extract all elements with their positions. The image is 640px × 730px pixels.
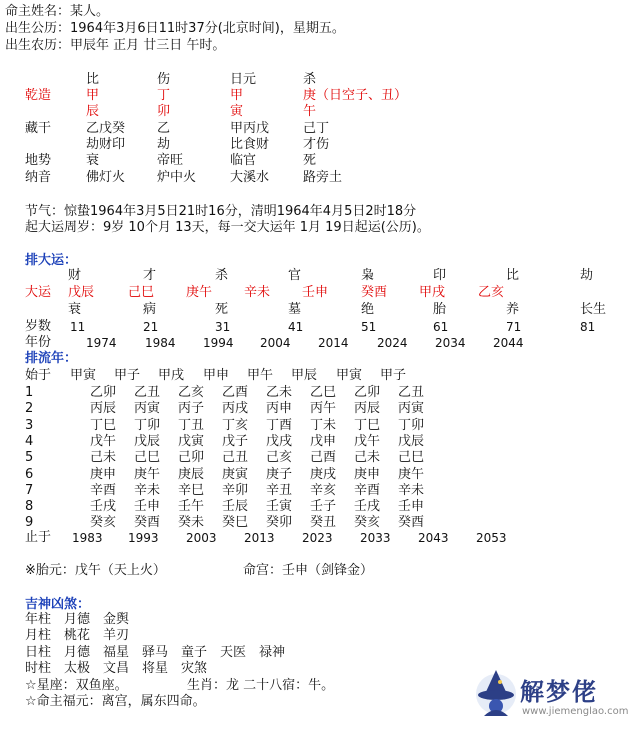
dayun-god: 官 (288, 268, 302, 283)
dayun-year: 1974 (86, 336, 117, 350)
dayun-age: 71 (506, 320, 522, 334)
canggan-hour: 己丁 (303, 121, 330, 136)
liunian-start: 甲子 (380, 368, 407, 383)
shengxiao-line: 生肖：龙 二十八宿：牛。 (187, 678, 335, 693)
liunian-cell: 辛酉 (90, 483, 117, 498)
liunian-cell: 戊午 (90, 434, 117, 449)
liunian-cell: 癸巳 (222, 515, 249, 530)
liunian-cell: 庚子 (266, 467, 293, 482)
start-label: 始于 (25, 368, 52, 383)
liunian-row-number: 8 (25, 499, 34, 514)
qian-label: 乾造 (25, 88, 52, 103)
dayun-pillar: 癸酉 (361, 285, 388, 300)
liunian-row-number: 2 (25, 401, 34, 416)
liunian-cell: 乙丑 (398, 385, 425, 400)
liunian-end: 2053 (476, 531, 507, 545)
liunian-cell: 辛亥 (310, 483, 337, 498)
liunian-start: 甲申 (203, 368, 230, 383)
liunian-start: 甲辰 (291, 368, 318, 383)
dayun-year: 2004 (260, 336, 291, 350)
dayun-label: 大运 (25, 285, 52, 300)
stem-year: 甲 (86, 88, 100, 103)
dayun-age: 11 (70, 320, 86, 334)
dayun-age: 41 (288, 320, 304, 334)
liunian-cell: 丙辰 (90, 401, 117, 416)
liunian-row-number: 9 (25, 515, 34, 530)
liunian-cell: 丁卯 (398, 418, 425, 433)
dayun-stage: 养 (506, 302, 520, 317)
liunian-cell: 辛未 (398, 483, 425, 498)
liunian-row-number: 5 (25, 450, 34, 465)
liunian-cell: 庚戌 (310, 467, 337, 482)
liunian-cell: 己丑 (222, 450, 249, 465)
liunian-cell: 己酉 (310, 450, 337, 465)
dayun-pillar: 庚午 (186, 285, 213, 300)
liunian-cell: 壬申 (134, 499, 161, 514)
liunian-cell: 壬申 (398, 499, 425, 514)
liunian-end: 1983 (72, 531, 103, 545)
taiyuan-line: ※胎元：戊午（天上火） (25, 563, 166, 578)
end-label: 止于 (25, 530, 52, 545)
dayun-stage: 绝 (361, 302, 375, 317)
dayun-god: 比 (506, 268, 520, 283)
liunian-end: 2013 (244, 531, 275, 545)
liunian-cell: 丁丑 (178, 418, 205, 433)
liunian-cell: 丙子 (178, 401, 205, 416)
dayun-pillar: 辛未 (244, 285, 271, 300)
liunian-cell: 戊寅 (178, 434, 205, 449)
liunian-cell: 癸丑 (310, 515, 337, 530)
wizard-hat-icon (474, 666, 518, 718)
dayun-title: 排大运： (25, 253, 78, 268)
dayun-pillar: 壬申 (302, 285, 329, 300)
liunian-cell: 丁亥 (222, 418, 249, 433)
liunian-cell: 壬戌 (354, 499, 381, 514)
shensha-month: 月柱 桃花 羊刃 (25, 628, 130, 643)
liunian-cell: 壬子 (310, 499, 337, 514)
minggong-line: 命宫：壬申（剑锋金） (243, 563, 374, 578)
dayun-god: 才 (143, 268, 157, 283)
dayun-pillar: 甲戌 (419, 285, 446, 300)
year-label: 年份 (25, 335, 52, 350)
canggan-god-year: 劫财印 (86, 137, 126, 152)
liunian-cell: 壬辰 (222, 499, 249, 514)
canggan-god-hour: 才伤 (303, 137, 330, 152)
liunian-cell: 己卯 (178, 450, 205, 465)
liunian-cell: 乙卯 (354, 385, 381, 400)
dayun-stage: 病 (143, 302, 157, 317)
dayun-stage: 胎 (433, 302, 447, 317)
dayun-pillar: 戊辰 (68, 285, 95, 300)
branch-hour: 午 (303, 104, 317, 119)
liunian-end: 2033 (360, 531, 391, 545)
dayun-stage: 死 (215, 302, 229, 317)
dayun-year: 1984 (145, 336, 176, 350)
nayin-hour: 路旁土 (303, 170, 343, 185)
jieqi-line: 节气：惊蛰1964年3月5日21时16分，清明1964年4月5日2时18分 (25, 204, 417, 219)
liunian-cell: 癸卯 (266, 515, 293, 530)
liunian-cell: 丁酉 (266, 418, 293, 433)
dishi-day: 临官 (230, 153, 257, 168)
nayin-year: 佛灯火 (86, 170, 126, 185)
liunian-start: 甲寅 (336, 368, 363, 383)
watermark-url: www.jiemenglao.com (522, 706, 629, 717)
liunian-cell: 庚申 (90, 467, 117, 482)
branch-day: 寅 (230, 104, 244, 119)
shensha-year: 年柱 月德 金舆 (25, 612, 130, 627)
liunian-cell: 戊辰 (134, 434, 161, 449)
liunian-cell: 壬午 (178, 499, 205, 514)
xingzuo-line: ☆星座：双鱼座。 (25, 678, 128, 693)
liunian-cell: 乙巳 (310, 385, 337, 400)
canggan-god-day: 比食财 (230, 137, 270, 152)
liunian-end: 2003 (186, 531, 217, 545)
shensha-day: 日柱 月德 福星 驿马 童子 天医 禄神 (25, 645, 286, 660)
liunian-start: 甲寅 (70, 368, 97, 383)
liunian-cell: 癸未 (178, 515, 205, 530)
dayun-year: 2044 (493, 336, 524, 350)
liunian-cell: 癸酉 (134, 515, 161, 530)
owner-name-line: 命主姓名：某人。 (5, 4, 110, 19)
liunian-cell: 丁未 (310, 418, 337, 433)
dayun-stage: 衰 (68, 302, 82, 317)
nayin-day: 大溪水 (230, 170, 270, 185)
dayun-pillar: 乙亥 (478, 285, 505, 300)
nayin-label: 纳音 (25, 170, 52, 185)
dayun-god: 杀 (215, 268, 229, 283)
liunian-cell: 丙寅 (134, 401, 161, 416)
liunian-title: 排流年： (25, 351, 78, 366)
liunian-cell: 己巳 (134, 450, 161, 465)
liunian-cell: 癸酉 (398, 515, 425, 530)
liunian-cell: 乙丑 (134, 385, 161, 400)
liunian-cell: 丙午 (310, 401, 337, 416)
shensha-hour: 时柱 太极 文昌 将星 灾煞 (25, 661, 208, 676)
liunian-end: 2023 (302, 531, 333, 545)
god-year: 比 (86, 72, 100, 87)
liunian-cell: 己未 (354, 450, 381, 465)
liunian-cell: 庚午 (134, 467, 161, 482)
stem-day: 甲 (230, 88, 244, 103)
god-month: 伤 (157, 72, 171, 87)
branch-year: 辰 (86, 104, 100, 119)
liunian-cell: 乙未 (266, 385, 293, 400)
liunian-cell: 丁巳 (354, 418, 381, 433)
age-label: 岁数 (25, 319, 52, 334)
dayun-stage: 长生 (580, 302, 607, 317)
liunian-cell: 丙辰 (354, 401, 381, 416)
liunian-cell: 乙亥 (178, 385, 205, 400)
dayun-age: 81 (580, 320, 596, 334)
liunian-cell: 辛丑 (266, 483, 293, 498)
liunian-cell: 丁巳 (90, 418, 117, 433)
dayun-pillar: 己巳 (128, 285, 155, 300)
dayun-age: 51 (361, 320, 377, 334)
qiyun-line: 起大运周岁：9岁 10个月 13天，每一交大运年 1月 19日起运(公历)。 (25, 220, 430, 235)
liunian-cell: 庚午 (398, 467, 425, 482)
liunian-row-number: 4 (25, 434, 34, 449)
canggan-year: 乙戊癸 (86, 121, 126, 136)
liunian-row-number: 6 (25, 467, 34, 482)
branch-month: 卯 (157, 104, 171, 119)
dayun-god: 枭 (361, 268, 375, 283)
dayun-age: 31 (215, 320, 231, 334)
dayun-year: 2034 (435, 336, 466, 350)
dayun-god: 劫 (580, 268, 594, 283)
dayun-age: 21 (143, 320, 159, 334)
liunian-cell: 乙卯 (90, 385, 117, 400)
liunian-cell: 戊午 (354, 434, 381, 449)
canggan-label: 藏干 (25, 121, 52, 136)
liunian-cell: 丙寅 (398, 401, 425, 416)
lunar-birth-line: 出生农历：甲辰年 正月 廿三日 午时。 (5, 38, 226, 53)
liunian-cell: 丁卯 (134, 418, 161, 433)
liunian-cell: 己未 (90, 450, 117, 465)
dayun-age: 61 (433, 320, 449, 334)
dishi-label: 地势 (25, 153, 52, 168)
liunian-row-number: 7 (25, 483, 34, 498)
canggan-day: 甲丙戊 (230, 121, 270, 136)
canggan-god-month: 劫 (157, 137, 171, 152)
shensha-title: 吉神凶煞： (25, 597, 91, 612)
stem-hour: 庚（日空子、丑） (303, 88, 408, 103)
dishi-year: 衰 (86, 153, 100, 168)
liunian-cell: 己巳 (398, 450, 425, 465)
watermark (474, 666, 634, 726)
liunian-cell: 壬戌 (90, 499, 117, 514)
stem-month: 丁 (157, 88, 171, 103)
liunian-row-number: 1 (25, 385, 34, 400)
liunian-end: 2043 (418, 531, 449, 545)
liunian-cell: 己亥 (266, 450, 293, 465)
dayun-year: 2024 (377, 336, 408, 350)
liunian-end: 1993 (128, 531, 159, 545)
fuyuan-line: ☆命主福元：离宫，属东四命。 (25, 694, 206, 709)
liunian-cell: 戊辰 (398, 434, 425, 449)
liunian-cell: 戊子 (222, 434, 249, 449)
liunian-cell: 丙戌 (222, 401, 249, 416)
dayun-year: 2014 (318, 336, 349, 350)
liunian-cell: 戊戌 (266, 434, 293, 449)
liunian-start: 甲戌 (158, 368, 185, 383)
liunian-cell: 丙申 (266, 401, 293, 416)
liunian-start: 甲子 (114, 368, 141, 383)
liunian-cell: 辛未 (134, 483, 161, 498)
liunian-row-number: 3 (25, 418, 34, 433)
dishi-hour: 死 (303, 153, 317, 168)
liunian-cell: 癸亥 (90, 515, 117, 530)
liunian-cell: 庚申 (354, 467, 381, 482)
dayun-year: 1994 (203, 336, 234, 350)
dishi-month: 帝旺 (157, 153, 184, 168)
liunian-cell: 壬寅 (266, 499, 293, 514)
canggan-month: 乙 (157, 121, 171, 136)
dayun-stage: 墓 (288, 302, 302, 317)
liunian-cell: 乙酉 (222, 385, 249, 400)
god-day: 日元 (230, 72, 257, 87)
dayun-god: 印 (433, 268, 447, 283)
liunian-cell: 辛卯 (222, 483, 249, 498)
dayun-god: 财 (68, 268, 82, 283)
liunian-cell: 癸亥 (354, 515, 381, 530)
liunian-start: 甲午 (247, 368, 274, 383)
liunian-cell: 辛酉 (354, 483, 381, 498)
solar-birth-line: 出生公历：1964年3月6日11时37分(北京时间)，星期五。 (5, 21, 345, 36)
liunian-cell: 庚寅 (222, 467, 249, 482)
nayin-month: 炉中火 (157, 170, 197, 185)
god-hour: 杀 (303, 72, 317, 87)
liunian-cell: 戊申 (310, 434, 337, 449)
liunian-cell: 辛巳 (178, 483, 205, 498)
watermark-text: 解梦佬 (520, 678, 598, 706)
liunian-cell: 庚辰 (178, 467, 205, 482)
